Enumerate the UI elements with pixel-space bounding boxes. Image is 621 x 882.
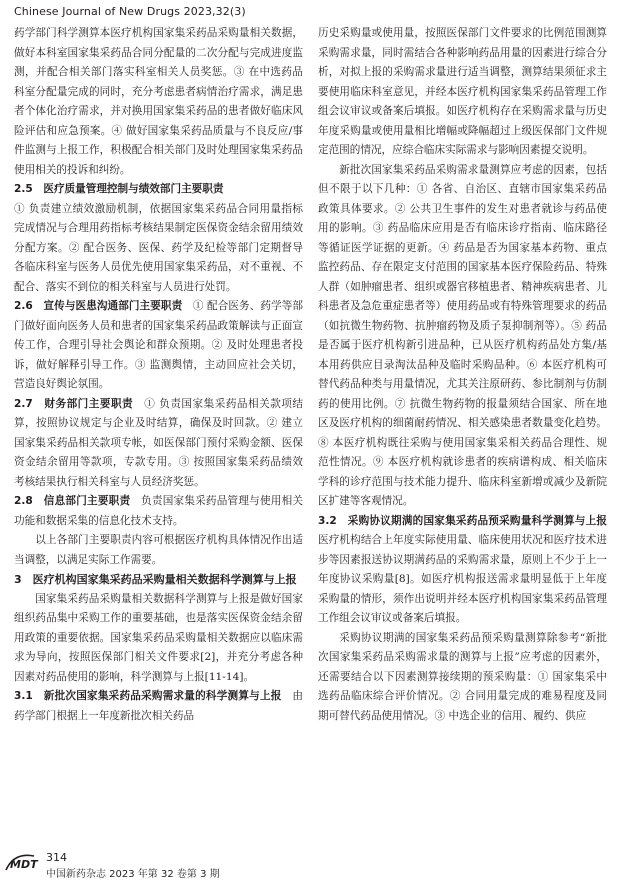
- paragraph: 由药学部门根据上一年度新批次相关药品: [14, 690, 304, 722]
- section-heading: 3 医疗机构国家集采药品采购量相关数据科学测算与上报: [14, 573, 297, 586]
- page-footer: [0, 848, 621, 882]
- journal-logo-icon: [4, 850, 40, 874]
- paragraph: 以上各部门主要职责内容可根据医疗机构具体情况作出适当调整，以满足实际工作需要。: [14, 534, 303, 566]
- journal-footer: 中国新药杂志 2023 年第 32 卷第 3 期: [46, 869, 220, 880]
- section-3-1: [14, 687, 303, 726]
- paragraph: ① 负责国家集采药品相关款项结算，按照协议规定与企业及时结算，确保及时回款。② 建立国家集采药品相关款项专帐，如医保部门预付采购金额、医保资金结余留用等款项，专款专用。③ 按照国家集采药品绩效考核结果执行相关科室与人员经济奖惩。: [14, 397, 303, 488]
- section-heading: 3.2 采购协议期满的国家集采药品预采购量科学测算与上报: [318, 514, 607, 527]
- paragraph: ① 配合医务、药学等部门做好面向医务人员和患者的国家集采药品政策解读与正面宣传工作，合理引导社会舆论和群众预期。② 及时处理患者投诉，做好解释引导工作。③ 监测舆情，主动回应社会关切，营造良好舆论氛围。: [14, 300, 304, 390]
- section-3-2: [318, 512, 607, 629]
- logo-text: MDT: [10, 858, 38, 871]
- section-heading: 2.5 医疗质量管理控制与绩效部门主要职责: [14, 183, 224, 195]
- paragraph: 新批次国家集采药品采购需求量测算应考虑的因素，包括但不限于以下几种：① 各省、自治区、直辖市国家集采药品政策具体要求。② 公共卫生事件的发生对患者就诊与药品使用的影响。③ 药品临床应用是否有临床诊疗指南、临床路径等循证医学证据的更新。④ 药品是否为国家基本药物、重点监控药品、存在限定支付范围的国家基本医疗保险药品、特殊人群（如肿瘤患者、组织或器官移植患者、精神疾病患者、儿科患者及急危重症患者等）使用药品或有特殊管理要求的药品（如抗微生物药物、抗肿瘤药物及质子泵抑制剂等）。⑤ 药品是否属于医疗机构新引进品种，已从医疗机构药品处方集/基本用药供应目录淘汰品种及临时采购品种。⑥ 本医疗机构可替代药品种类与用量情况，尤其关注原研药、参比制剂与仿制药的使用比例。⑦ 抗微生物药物的报量须结合国家、所在地区及医疗机构的细菌耐药情况、相关感染患者数量变化趋势。⑧ 本医疗机构既往采购与使用国家集采相关药品合理性、规范性情况。⑨ 本医疗机构就诊患者的疾病谱构成、相关临床学科的诊疗范围与技术能力提升、临床科室新增或减少及新院区扩建等客观情况。: [318, 163, 607, 507]
- left-column: [14, 24, 303, 726]
- section-2-7: [14, 395, 303, 493]
- section-heading: 2.7 财务部门主要职责: [14, 397, 134, 410]
- paragraph: 采购协议期满的国家集采药品预采购量测算除参考“新批次国家集采药品采购需求量的测算与上报”应考虑的因素外，还需要结合以下因素测算接续期的预采购量：① 国家集采中选药品临床综合评价情况。② 合同用量完成的难易程度及同期可替代药品使用情况。③ 中选企业的信用、履约、供应: [318, 631, 607, 722]
- page-number: 314: [46, 851, 67, 864]
- section-heading: 2.6 宣传与医患沟通部门主要职责: [14, 300, 183, 312]
- paragraph: ① 负责建立绩效激励机制，依据国家集采药品合同用量指标完成情况与合理用药指标考核结果制定医保资金结余留用绩效分配方案。② 配合医务、医保、药学及纪检等部门定期督导各临床科室与医务人员优先使用国家集采药品，对不重视、不配合、落实不到位的相关科室与人员进行处罚。: [14, 202, 303, 293]
- paragraph: 医疗机构结合上年度实际使用量、临床使用状况和医疗技术进步等因素报送协议期满药品的采购需求量，原则上不少于上一年度协议采购量[8]。如医疗机构报送需求量明显低于上年度采购量的情形，须作出说明并经本医疗机构国家集采药品管理工作组会议审议或备案后填报。: [318, 534, 607, 624]
- paragraph: 药学部门科学测算本医疗机构国家集采药品采购量相关数据，做好本科室国家集采药品合同分配量的二次分配与完成进度监测，并配合相关部门落实科室相关人员奖惩。③ 在中选药品科室分配量完成的同时，充分考虑患者病情治疗需求，满足患者个体化治疗需求，并对换用国家集采药品的患者做好临床风险评估和应急预案。④ 做好国家集采药品质量与不良反应/事件监测与上报工作，积极配合相关部门及时处理国家集采药品使用相关的投诉和纠纷。: [14, 27, 303, 176]
- running-header: Chinese Journal of New Drugs 2023,32(3): [14, 5, 246, 18]
- section-heading: 2.8 信息部门主要职责: [14, 495, 131, 507]
- paragraph: 负责国家集采药品管理与使用相关功能和数据采集的信息化技术支持。: [14, 495, 303, 527]
- section-2-6: [14, 297, 303, 395]
- right-column: [318, 24, 607, 726]
- section-2-5: [14, 180, 303, 200]
- paragraph: 历史采购量或使用量，按照医保部门文件要求的比例范围测算采购需求量，同时需结合各种影响药品用量的因素进行综合分析，对拟上报的采购需求量进行适当调整，测算结果须征求主要使用临床科室意见，并经本医疗机构国家集采药品管理工作组会议审议或备案后填报。如医疗机构存在采购需求量与历史年度采购量或使用量相比增幅或降幅超过上级医保部门文件规定范围的情况，应综合临床实际需求与影响因素提交说明。: [318, 27, 607, 156]
- section-2-8: [14, 492, 303, 531]
- section-heading: 3.1 新批次国家集采药品采购需求量的科学测算与上报: [14, 690, 282, 702]
- paragraph: 国家集采药品采购量相关数据科学测算与上报是做好国家组织药品集中采购工作的重要基础，也是落实医保资金结余留用政策的重要依据。国家集采药品采购量相关数据应以临床需求为导向，按照医保部门相关文件要求[2]，并充分考虑各种因素对药品使用的影响，科学测算与上报[11-14]。: [14, 592, 303, 683]
